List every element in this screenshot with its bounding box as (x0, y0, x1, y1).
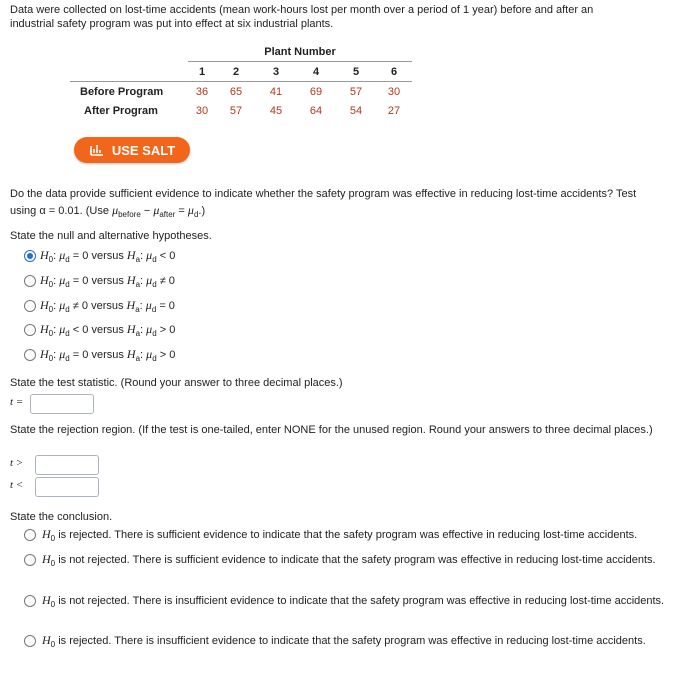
cell-value: 54 (349, 104, 363, 117)
conclusion-option-1[interactable]: $H_0$ is rejected. There is sufficient evidence to indicate that the safety program was effective in reducing lost-time accidents. (42, 527, 638, 544)
cell-value: 65 (229, 85, 243, 98)
h0-relation: = 0 (72, 275, 89, 287)
conclusion-option-4[interactable]: $H_0$ is rejected. There is insufficient evidence to indicate that the safety program was effective in reducing lost-time accidents. (42, 633, 646, 650)
h0-relation: = 0 (72, 250, 89, 262)
h0-relation: < 0 (72, 324, 89, 336)
cell-value: 30 (387, 85, 401, 98)
cell-value: 41 (269, 85, 283, 98)
hypothesis-radio-5[interactable] (24, 349, 36, 361)
plant-header: 5 (336, 62, 376, 82)
table-row (70, 82, 412, 102)
data-table (70, 42, 412, 120)
intro-text: Data were collected on lost-time accidents (mean work-hours lost per month over a period of 1 year) before and after an industrial safety program was put into effect at six industrial plants. (10, 4, 594, 30)
plant-header: 4 (296, 62, 336, 82)
ha-relation: < 0 (159, 250, 176, 262)
t-greater-label: t > (10, 457, 24, 469)
h0-relation: = 0 (72, 349, 89, 361)
plant-header: 6 (376, 62, 412, 82)
rejection-region-prompt: State the rejection region. (If the test is one-tailed, enter NONE for the unused region. Round your answers to three decimal places.) (10, 424, 653, 436)
test-statistic-input[interactable] (30, 394, 94, 414)
plant-header: 1 (188, 62, 216, 82)
lower-rejection-input[interactable] (35, 477, 99, 497)
ha-relation: ≠ 0 (159, 275, 175, 287)
hypothesis-radio-2[interactable] (24, 275, 36, 287)
hypothesis-option-2[interactable]: $H_0$: $\mu_d = 0$ versus $H_a$: $\mu_d \ne 0$ (40, 273, 175, 290)
question-text: Do the data provide sufficient evidence to indicate whether the safety program was effective in reducing lost-time accidents? Test (10, 188, 637, 200)
question-line2-suffix: .) (198, 205, 206, 217)
hypothesis-option-1[interactable]: $H_0$: $\mu_d = 0$ versus $H_a$: $\mu_d < 0$ (40, 248, 176, 265)
t-equals-label: t = (10, 396, 24, 408)
conclusion-radio-4[interactable] (24, 635, 36, 647)
cell-value: 64 (309, 104, 323, 117)
table-title: Plant Number (188, 42, 412, 62)
cell-value: 69 (309, 85, 323, 98)
hypothesis-radio-4[interactable] (24, 324, 36, 336)
hypothesis-option-4[interactable]: $H_0$: $\mu_d < 0$ versus $H_a$: $\mu_d > 0$ (40, 322, 176, 339)
conclusion-radio-3[interactable] (24, 595, 36, 607)
table-row (70, 101, 412, 120)
upper-rejection-input[interactable] (35, 455, 99, 475)
cell-value: 57 (349, 85, 363, 98)
plant-header: 3 (256, 62, 296, 82)
t-less-label: t < (10, 479, 24, 491)
cell-value: 27 (387, 104, 401, 117)
ha-relation: = 0 (159, 300, 175, 312)
hypothesis-radio-3[interactable] (24, 300, 36, 312)
conclusion-radio-1[interactable] (24, 529, 36, 541)
cell-value: 57 (229, 104, 243, 117)
row-label: After Program (84, 104, 158, 117)
ha-relation: > 0 (159, 349, 176, 361)
conclusion-text: is rejected. There is insufficient evidence to indicate that the safety program was effective in reducing lost-time accidents. (58, 635, 646, 647)
hypotheses-prompt: State the null and alternative hypotheses. (10, 230, 212, 242)
question-line2-prefix: using α = 0.01. (Use (10, 205, 113, 217)
conclusion-option-3[interactable]: $H_0$ is not rejected. There is insufficient evidence to indicate that the safety program was effective in reducing lost-time accidents. (42, 593, 665, 610)
conclusion-option-2[interactable]: $H_0$ is not rejected. There is sufficient evidence to indicate that the safety program was effective in reducing lost-time accidents. (42, 552, 656, 569)
salt-button-label: USE SALT (111, 142, 176, 158)
hypothesis-option-3[interactable]: $H_0$: $\mu_d \ne 0$ versus $H_a$: $\mu_d = 0$ (40, 298, 175, 315)
cell-value: 45 (269, 104, 283, 117)
test-statistic-prompt: State the test statistic. (Round your answer to three decimal places.) (10, 377, 343, 389)
hypothesis-radio-1[interactable] (24, 250, 36, 262)
question-line2: using α = 0.01. (Use $\mu_{before} - \mu_{after} = \mu_d$.) (10, 203, 206, 220)
cell-value: 30 (195, 104, 209, 117)
use-salt-button[interactable] (74, 137, 190, 163)
ha-relation: > 0 (159, 324, 176, 336)
row-label: Before Program (80, 85, 164, 98)
cell-value: 36 (195, 85, 209, 98)
conclusion-text: is not rejected. There is sufficient evidence to indicate that the safety program was effective in reducing lost-time accidents. (58, 554, 656, 566)
conclusion-text: is rejected. There is sufficient evidence to indicate that the safety program was effective in reducing lost-time accidents. (58, 529, 638, 541)
conclusion-text: is not rejected. There is insufficient evidence to indicate that the safety program was effective in reducing lost-time accidents. (58, 595, 665, 607)
conclusion-prompt: State the conclusion. (10, 511, 113, 523)
h0-relation: ≠ 0 (72, 300, 89, 312)
plant-header: 2 (216, 62, 256, 82)
hypothesis-option-5[interactable]: $H_0$: $\mu_d = 0$ versus $H_a$: $\mu_d > 0$ (40, 347, 176, 364)
conclusion-radio-2[interactable] (24, 554, 36, 566)
salt-icon (89, 143, 105, 157)
